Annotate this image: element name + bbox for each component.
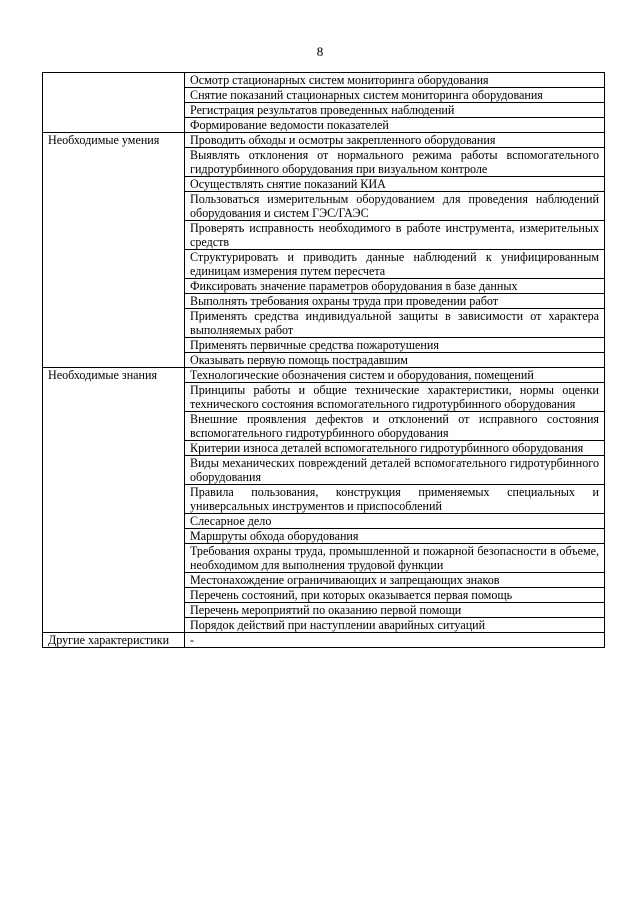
section-label: Необходимые знания (43, 368, 185, 633)
table-row (43, 368, 605, 383)
table-row (43, 73, 605, 88)
table-cell-item: Правила пользования, конструкция применяемых специальных и универсальных инструментов и приспособлений (185, 485, 605, 514)
table-cell-item: Пользоваться измерительным оборудованием для проведения наблюдений оборудования и систем ГЭС/ГАЭС (185, 192, 605, 221)
table-cell-item: Регистрация результатов проведенных наблюдений (185, 103, 605, 118)
qualification-table (42, 72, 605, 648)
table-cell-item: Формирование ведомости показателей (185, 118, 605, 133)
table-cell-item: Перечень состояний, при которых оказывается первая помощь (185, 588, 605, 603)
table-cell-item: - (185, 633, 605, 648)
table-cell-item: Оказывать первую помощь пострадавшим (185, 353, 605, 368)
table-cell-item: Виды механических повреждений деталей вспомогательного гидротурбинного оборудования (185, 456, 605, 485)
table-cell-item: Порядок действий при наступлении аварийных ситуаций (185, 618, 605, 633)
table-cell-item: Фиксировать значение параметров оборудования в базе данных (185, 279, 605, 294)
table-cell-item: Маршруты обхода оборудования (185, 529, 605, 544)
table-cell-item: Выявлять отклонения от нормального режима работы вспомогательного гидротурбинного оборудования при визуальном контроле (185, 148, 605, 177)
table-cell-item: Внешние проявления дефектов и отклонений от исправного состояния вспомогательного гидротурбинного оборудования (185, 412, 605, 441)
table-row (43, 633, 605, 648)
table-cell-item: Принципы работы и общие технические характеристики, нормы оценки технического состояния вспомогательного гидротурбинного оборудования (185, 383, 605, 412)
section-label: Другие характеристики (43, 633, 185, 648)
table-cell-item: Слесарное дело (185, 514, 605, 529)
table-cell-item: Структурировать и приводить данные наблюдений к унифицированным единицам измерения путем пересчета (185, 250, 605, 279)
table-cell-item: Применять средства индивидуальной защиты в зависимости от характера выполняемых работ (185, 309, 605, 338)
table-cell-item: Снятие показаний стационарных систем мониторинга оборудования (185, 88, 605, 103)
table-cell-item: Проверять исправность необходимого в работе инструмента, измерительных средств (185, 221, 605, 250)
page-number: 8 (316, 44, 324, 59)
table-cell-item: Требования охраны труда, промышленной и пожарной безопасности в объеме, необходимом для выполнения трудовой функции (185, 544, 605, 573)
section-label: Необходимые умения (43, 133, 185, 368)
table-row (43, 133, 605, 148)
table-cell-item: Осмотр стационарных систем мониторинга оборудования (185, 73, 605, 88)
table-cell-item: Проводить обходы и осмотры закрепленного оборудования (185, 133, 605, 148)
table-cell-item: Осуществлять снятие показаний КИА (185, 177, 605, 192)
qualification-table-body (43, 73, 605, 648)
section-label (43, 73, 185, 133)
table-cell-item: Перечень мероприятий по оказанию первой помощи (185, 603, 605, 618)
table-cell-item: Выполнять требования охраны труда при проведении работ (185, 294, 605, 309)
table-cell-item: Применять первичные средства пожаротушения (185, 338, 605, 353)
table-cell-item: Критерии износа деталей вспомогательного гидротурбинного оборудования (185, 441, 605, 456)
table-cell-item: Местонахождение ограничивающих и запрещающих знаков (185, 573, 605, 588)
table-cell-item: Технологические обозначения систем и оборудования, помещений (185, 368, 605, 383)
